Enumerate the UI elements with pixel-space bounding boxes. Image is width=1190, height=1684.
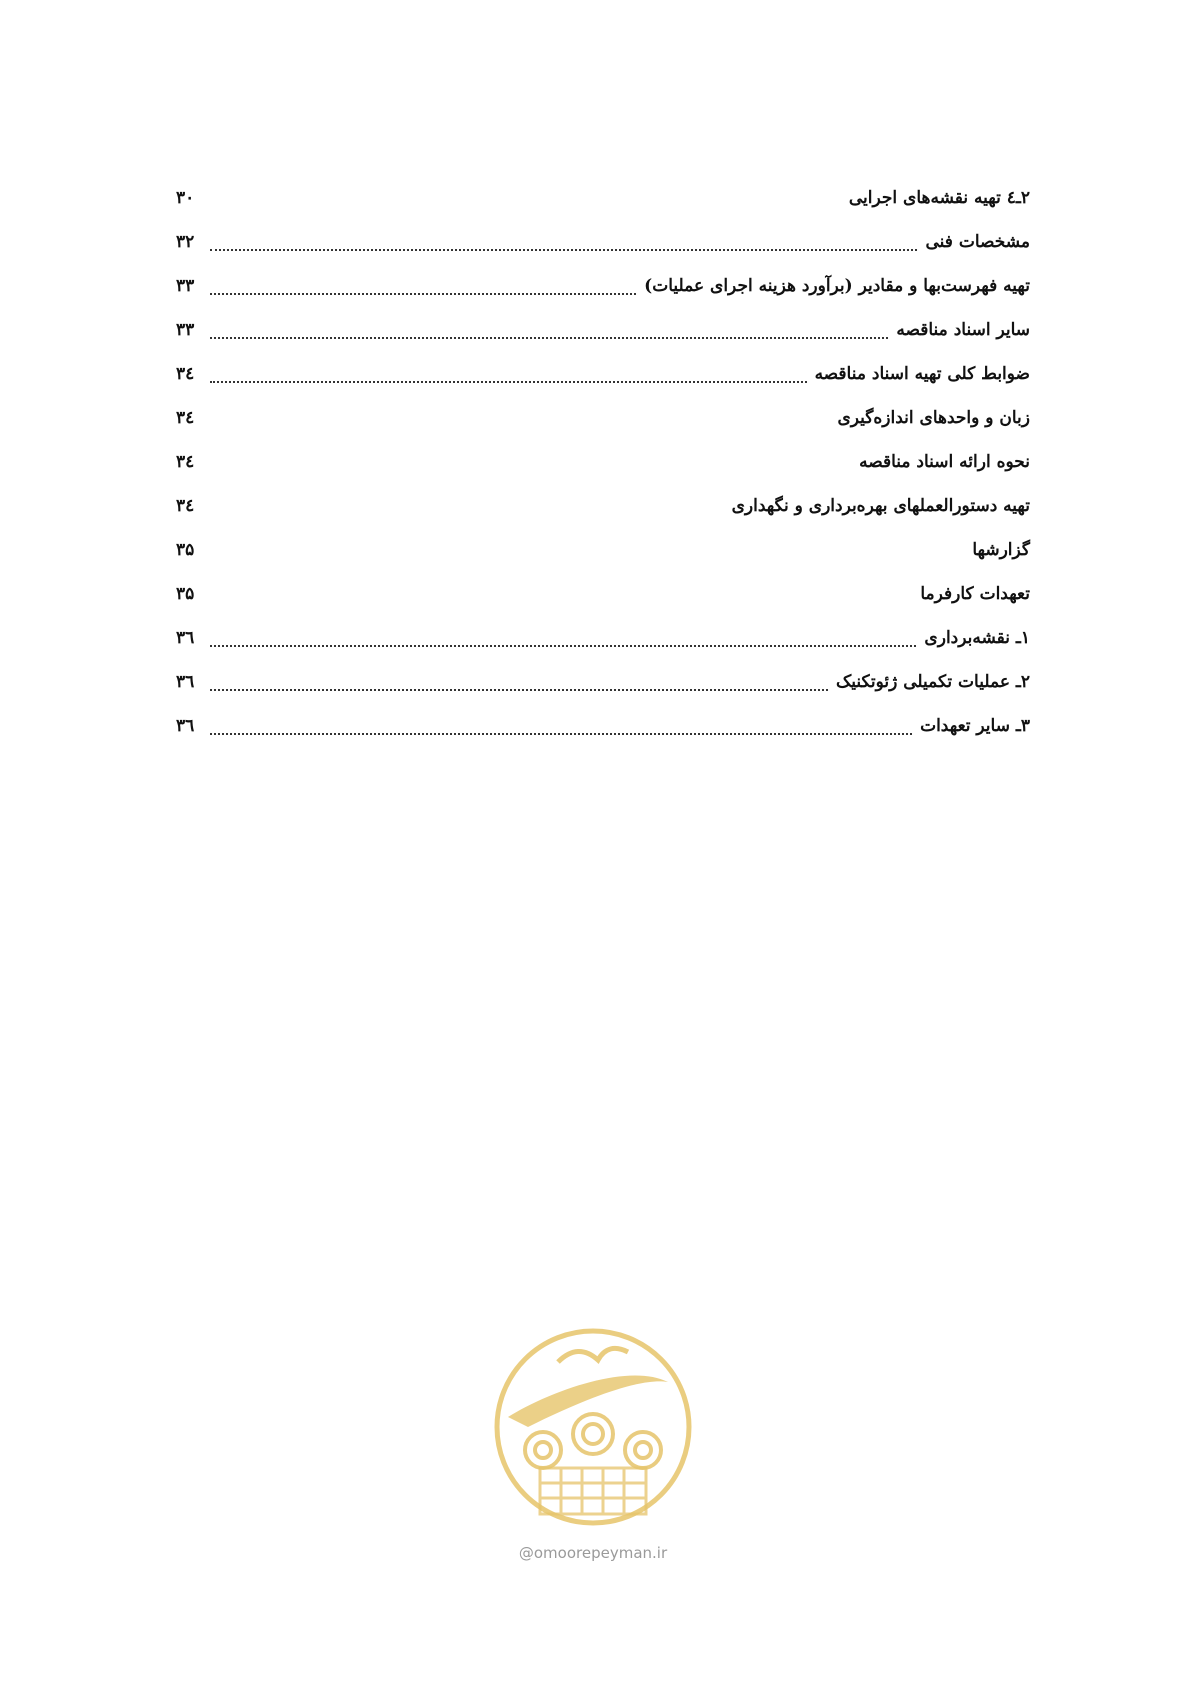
toc-entry[interactable] bbox=[176, 440, 1030, 484]
toc-entry-title: تهیه دستورالعملهای بهره‌برداری و نگهداری bbox=[728, 496, 1030, 516]
toc-leader bbox=[210, 410, 829, 426]
toc-entry-page: ۳٦ bbox=[176, 672, 195, 692]
toc-entry-title: مشخصات فنی bbox=[921, 232, 1030, 252]
toc-entry-page: ۳۳ bbox=[176, 276, 195, 296]
toc-entry-title: ۲ـ عملیات تکمیلی ژئوتکنیک bbox=[832, 672, 1030, 692]
toc-leader bbox=[210, 365, 807, 383]
toc-entry[interactable] bbox=[176, 308, 1030, 352]
toc-entry-title: گزارشها bbox=[968, 540, 1030, 560]
toc-entry-page: ۳۵ bbox=[176, 584, 195, 604]
toc-leader bbox=[210, 190, 841, 206]
toc-leader bbox=[210, 321, 888, 339]
toc-leader bbox=[210, 277, 636, 295]
toc-entry-page: ۳٤ bbox=[176, 364, 195, 384]
toc-entry-page: ۳۰ bbox=[176, 188, 195, 208]
toc-entry-page: ۳۳ bbox=[176, 320, 195, 340]
toc-leader bbox=[210, 629, 916, 647]
toc-entry-title: ۲ـ٤ تهیه نقشه‌های اجرایی bbox=[845, 188, 1030, 208]
toc-entry-title: ضوابط کلی تهیه اسناد مناقصه bbox=[811, 364, 1030, 384]
toc-entry[interactable] bbox=[176, 484, 1030, 528]
toc-entry-title: سایر اسناد مناقصه bbox=[892, 320, 1030, 340]
toc-leader bbox=[210, 498, 724, 514]
toc-leader bbox=[210, 233, 917, 251]
watermark-text: @omoorepeyman.ir bbox=[518, 1544, 668, 1562]
toc-entry[interactable] bbox=[176, 396, 1030, 440]
toc-entry-page: ۳۵ bbox=[176, 540, 195, 560]
toc-entry-page: ۳۲ bbox=[176, 232, 195, 252]
toc-entry-title: نحوه ارائه اسناد مناقصه bbox=[855, 452, 1030, 472]
toc-entry-title: تهیه فهرست‌بها و مقادیر (برآورد هزینه اجرای عملیات) bbox=[640, 276, 1030, 296]
toc-entry-page: ۳٤ bbox=[176, 408, 195, 428]
toc-entry-title: تعهدات کارفرما bbox=[916, 584, 1030, 604]
toc-entry-title: ۳ـ سایر تعهدات bbox=[916, 716, 1030, 736]
toc-entry-page: ۳٤ bbox=[176, 496, 195, 516]
seal-icon bbox=[488, 1322, 698, 1532]
toc-leader bbox=[210, 586, 912, 602]
toc-entry[interactable] bbox=[176, 176, 1030, 220]
toc-entry[interactable] bbox=[176, 264, 1030, 308]
toc-leader bbox=[210, 717, 912, 735]
toc-entry-page: ۳٤ bbox=[176, 452, 195, 472]
toc-entry-page: ۳٦ bbox=[176, 716, 195, 736]
toc-entry[interactable] bbox=[176, 220, 1030, 264]
toc-entry[interactable] bbox=[176, 572, 1030, 616]
toc-entry-title: زبان و واحدهای اندازه‌گیری bbox=[833, 408, 1030, 428]
table-of-contents bbox=[176, 176, 1030, 748]
toc-entry[interactable] bbox=[176, 616, 1030, 660]
toc-entry-page: ۳٦ bbox=[176, 628, 195, 648]
toc-leader bbox=[210, 673, 828, 691]
toc-entry[interactable] bbox=[176, 352, 1030, 396]
toc-entry[interactable] bbox=[176, 660, 1030, 704]
toc-leader bbox=[210, 542, 964, 558]
watermark-logo bbox=[488, 1322, 698, 1562]
toc-entry[interactable] bbox=[176, 528, 1030, 572]
toc-entry[interactable] bbox=[176, 704, 1030, 748]
toc-entry-title: ۱ـ نقشه‌برداری bbox=[920, 628, 1030, 648]
toc-leader bbox=[210, 454, 851, 470]
